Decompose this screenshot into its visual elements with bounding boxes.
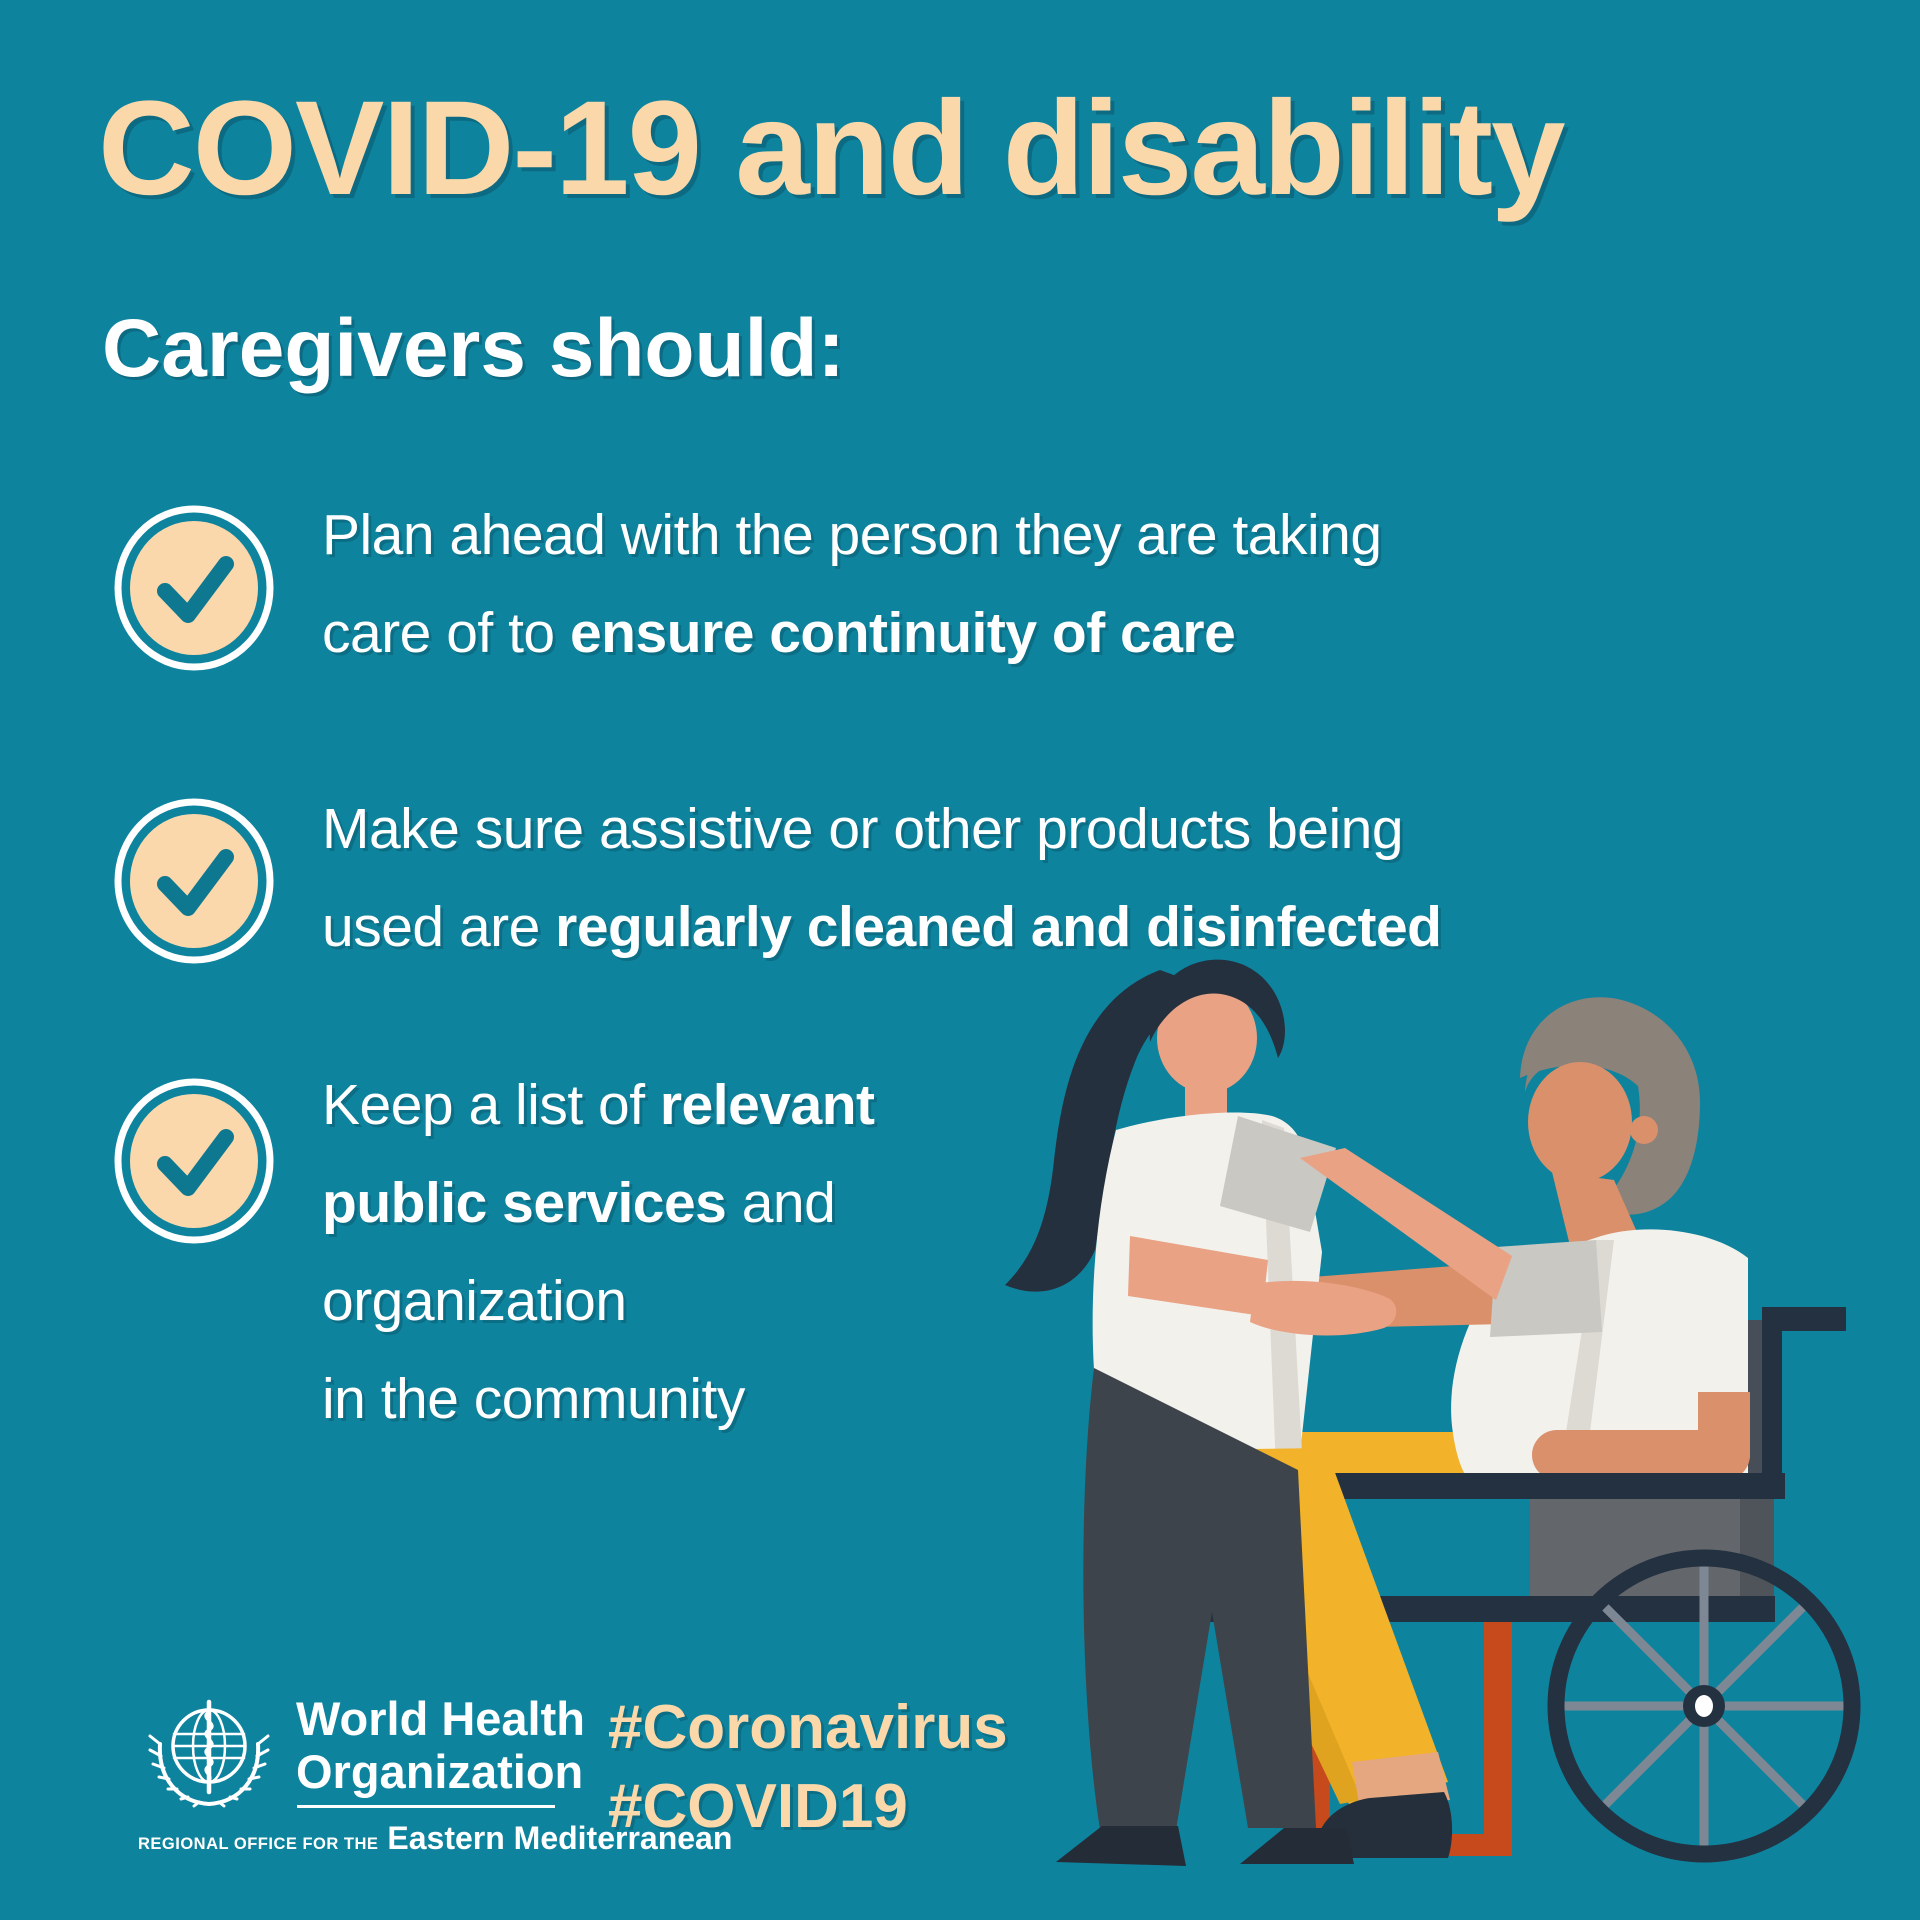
who-office-prefix: REGIONAL OFFICE FOR THE bbox=[138, 1835, 379, 1853]
bullet-line: Keep a list of relevant bbox=[322, 1073, 875, 1137]
caregiver-wheelchair-illustration bbox=[870, 760, 1920, 1920]
who-logo bbox=[138, 1692, 733, 1862]
wheelchair-wheel bbox=[1556, 1558, 1852, 1854]
bullet-line: Plan ahead with the person they are taking bbox=[322, 503, 1382, 567]
bullet-item bbox=[322, 486, 1652, 682]
bullet-line: Make sure assistive or other products being bbox=[322, 797, 1404, 861]
bullet-item bbox=[322, 1056, 962, 1448]
wheelchair-user-figure bbox=[1520, 997, 1700, 1254]
bullet-line: in the community bbox=[322, 1367, 745, 1431]
check-icon bbox=[113, 1078, 275, 1244]
check-icon bbox=[113, 798, 275, 964]
hashtags bbox=[608, 1688, 1008, 1846]
who-divider bbox=[297, 1805, 555, 1808]
bullet-line: organization bbox=[322, 1269, 627, 1333]
bullet-line: used are regularly cleaned and disinfected bbox=[322, 895, 1442, 959]
who-emblem-icon bbox=[138, 1696, 280, 1810]
bullet-line: public services and bbox=[322, 1171, 836, 1235]
who-office-region: Eastern Mediterranean bbox=[387, 1820, 733, 1856]
hashtag-coronavirus: #Coronavirus bbox=[608, 1693, 1008, 1762]
check-icon bbox=[113, 505, 275, 671]
who-name-line1: World Health bbox=[296, 1692, 585, 1745]
who-name-line2: Organization bbox=[296, 1745, 584, 1798]
wheelchair bbox=[1742, 1307, 1846, 1479]
section-heading: Caregivers should: bbox=[102, 303, 845, 394]
hashtag-covid19: #COVID19 bbox=[608, 1772, 908, 1841]
page-title: COVID-19 and disability bbox=[98, 74, 1564, 223]
bullet-line: care of to ensure continuity of care bbox=[322, 601, 1236, 665]
